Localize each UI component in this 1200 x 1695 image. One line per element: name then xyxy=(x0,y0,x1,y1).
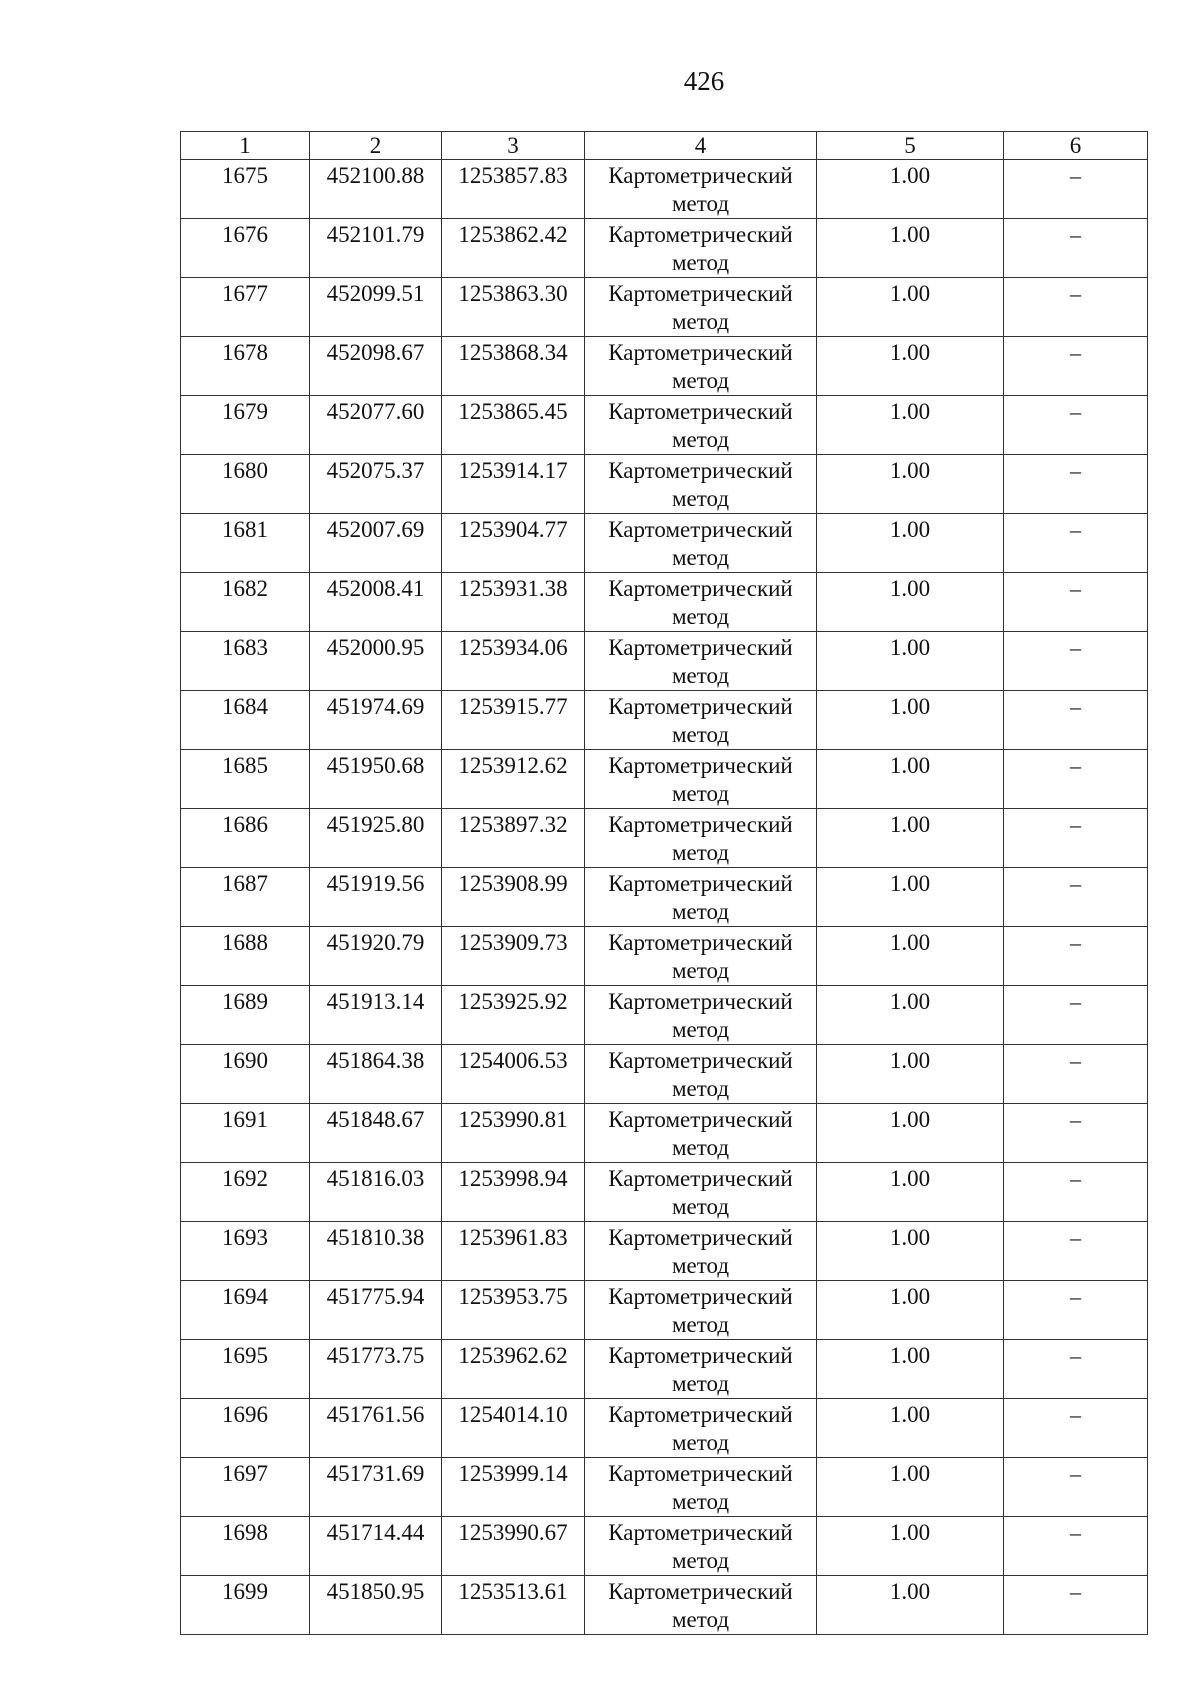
x-coordinate-cell: 451913.14 xyxy=(310,986,442,1045)
method-cell: Картометрический метод xyxy=(585,514,817,573)
accuracy-cell: 1.00 xyxy=(817,1104,1004,1163)
table-row xyxy=(181,986,1148,1045)
note-cell: – xyxy=(1004,986,1148,1045)
x-coordinate-cell: 451974.69 xyxy=(310,691,442,750)
x-coordinate-cell: 452077.60 xyxy=(310,396,442,455)
note-cell: – xyxy=(1004,1045,1148,1104)
method-cell: Картометрический метод xyxy=(585,1222,817,1281)
method-cell: Картометрический метод xyxy=(585,396,817,455)
x-coordinate-cell: 452007.69 xyxy=(310,514,442,573)
method-cell: Картометрический метод xyxy=(585,1458,817,1517)
y-coordinate-cell: 1253999.14 xyxy=(442,1458,585,1517)
header-cell-4: 4 xyxy=(585,132,817,160)
table-row xyxy=(181,278,1148,337)
note-cell: – xyxy=(1004,1340,1148,1399)
accuracy-cell: 1.00 xyxy=(817,1399,1004,1458)
accuracy-cell: 1.00 xyxy=(817,632,1004,691)
point-number-cell: 1686 xyxy=(181,809,310,868)
y-coordinate-cell: 1253863.30 xyxy=(442,278,585,337)
point-number-cell: 1694 xyxy=(181,1281,310,1340)
method-cell: Картометрический метод xyxy=(585,927,817,986)
y-coordinate-cell: 1253961.83 xyxy=(442,1222,585,1281)
point-number-cell: 1696 xyxy=(181,1399,310,1458)
y-coordinate-cell: 1253857.83 xyxy=(442,160,585,219)
header-cell-3: 3 xyxy=(442,132,585,160)
note-cell: – xyxy=(1004,1399,1148,1458)
y-coordinate-cell: 1253962.62 xyxy=(442,1340,585,1399)
point-number-cell: 1685 xyxy=(181,750,310,809)
y-coordinate-cell: 1253914.17 xyxy=(442,455,585,514)
y-coordinate-cell: 1254014.10 xyxy=(442,1399,585,1458)
y-coordinate-cell: 1254006.53 xyxy=(442,1045,585,1104)
method-cell: Картометрический метод xyxy=(585,868,817,927)
x-coordinate-cell: 451919.56 xyxy=(310,868,442,927)
x-coordinate-cell: 451850.95 xyxy=(310,1576,442,1635)
y-coordinate-cell: 1253868.34 xyxy=(442,337,585,396)
point-number-cell: 1680 xyxy=(181,455,310,514)
point-number-cell: 1678 xyxy=(181,337,310,396)
point-number-cell: 1677 xyxy=(181,278,310,337)
table-row xyxy=(181,160,1148,219)
point-number-cell: 1699 xyxy=(181,1576,310,1635)
point-number-cell: 1692 xyxy=(181,1163,310,1222)
point-number-cell: 1698 xyxy=(181,1517,310,1576)
method-cell: Картометрический метод xyxy=(585,632,817,691)
coordinates-table xyxy=(180,131,1148,1635)
table-row xyxy=(181,1399,1148,1458)
table-row xyxy=(181,868,1148,927)
note-cell: – xyxy=(1004,1281,1148,1340)
x-coordinate-cell: 452075.37 xyxy=(310,455,442,514)
accuracy-cell: 1.00 xyxy=(817,1340,1004,1399)
accuracy-cell: 1.00 xyxy=(817,809,1004,868)
header-cell-1: 1 xyxy=(181,132,310,160)
point-number-cell: 1682 xyxy=(181,573,310,632)
table-row xyxy=(181,1281,1148,1340)
note-cell: – xyxy=(1004,455,1148,514)
table-row xyxy=(181,1163,1148,1222)
note-cell: – xyxy=(1004,514,1148,573)
x-coordinate-cell: 451773.75 xyxy=(310,1340,442,1399)
method-cell: Картометрический метод xyxy=(585,1104,817,1163)
y-coordinate-cell: 1253934.06 xyxy=(442,632,585,691)
x-coordinate-cell: 451864.38 xyxy=(310,1045,442,1104)
table-row xyxy=(181,809,1148,868)
accuracy-cell: 1.00 xyxy=(817,219,1004,278)
method-cell: Картометрический метод xyxy=(585,750,817,809)
table-row xyxy=(181,455,1148,514)
y-coordinate-cell: 1253953.75 xyxy=(442,1281,585,1340)
point-number-cell: 1687 xyxy=(181,868,310,927)
table-row xyxy=(181,1045,1148,1104)
method-cell: Картометрический метод xyxy=(585,1281,817,1340)
table-row xyxy=(181,219,1148,278)
note-cell: – xyxy=(1004,1104,1148,1163)
note-cell: – xyxy=(1004,1163,1148,1222)
accuracy-cell: 1.00 xyxy=(817,337,1004,396)
table-row xyxy=(181,632,1148,691)
point-number-cell: 1676 xyxy=(181,219,310,278)
table-row xyxy=(181,1222,1148,1281)
y-coordinate-cell: 1253915.77 xyxy=(442,691,585,750)
table-row xyxy=(181,1517,1148,1576)
point-number-cell: 1688 xyxy=(181,927,310,986)
y-coordinate-cell: 1253897.32 xyxy=(442,809,585,868)
x-coordinate-cell: 451848.67 xyxy=(310,1104,442,1163)
note-cell: – xyxy=(1004,219,1148,278)
x-coordinate-cell: 451950.68 xyxy=(310,750,442,809)
note-cell: – xyxy=(1004,750,1148,809)
x-coordinate-cell: 452100.88 xyxy=(310,160,442,219)
accuracy-cell: 1.00 xyxy=(817,927,1004,986)
x-coordinate-cell: 451920.79 xyxy=(310,927,442,986)
y-coordinate-cell: 1253925.92 xyxy=(442,986,585,1045)
y-coordinate-cell: 1253908.99 xyxy=(442,868,585,927)
x-coordinate-cell: 452008.41 xyxy=(310,573,442,632)
table-row xyxy=(181,927,1148,986)
table-body xyxy=(181,160,1148,1635)
note-cell: – xyxy=(1004,927,1148,986)
header-row xyxy=(181,132,1148,160)
x-coordinate-cell: 452101.79 xyxy=(310,219,442,278)
y-coordinate-cell: 1253513.61 xyxy=(442,1576,585,1635)
header-cell-6: 6 xyxy=(1004,132,1148,160)
note-cell: – xyxy=(1004,337,1148,396)
accuracy-cell: 1.00 xyxy=(817,1163,1004,1222)
method-cell: Картометрический метод xyxy=(585,1576,817,1635)
accuracy-cell: 1.00 xyxy=(817,160,1004,219)
x-coordinate-cell: 451816.03 xyxy=(310,1163,442,1222)
note-cell: – xyxy=(1004,868,1148,927)
accuracy-cell: 1.00 xyxy=(817,514,1004,573)
method-cell: Картометрический метод xyxy=(585,160,817,219)
table-header xyxy=(181,132,1148,160)
method-cell: Картометрический метод xyxy=(585,1163,817,1222)
method-cell: Картометрический метод xyxy=(585,278,817,337)
table-row xyxy=(181,573,1148,632)
y-coordinate-cell: 1253931.38 xyxy=(442,573,585,632)
accuracy-cell: 1.00 xyxy=(817,868,1004,927)
point-number-cell: 1684 xyxy=(181,691,310,750)
method-cell: Картометрический метод xyxy=(585,573,817,632)
point-number-cell: 1689 xyxy=(181,986,310,1045)
method-cell: Картометрический метод xyxy=(585,1517,817,1576)
method-cell: Картометрический метод xyxy=(585,809,817,868)
y-coordinate-cell: 1253865.45 xyxy=(442,396,585,455)
point-number-cell: 1690 xyxy=(181,1045,310,1104)
x-coordinate-cell: 451925.80 xyxy=(310,809,442,868)
note-cell: – xyxy=(1004,1517,1148,1576)
table-row xyxy=(181,1576,1148,1635)
point-number-cell: 1681 xyxy=(181,514,310,573)
accuracy-cell: 1.00 xyxy=(817,278,1004,337)
note-cell: – xyxy=(1004,809,1148,868)
table-row xyxy=(181,750,1148,809)
note-cell: – xyxy=(1004,1576,1148,1635)
y-coordinate-cell: 1253990.81 xyxy=(442,1104,585,1163)
x-coordinate-cell: 451810.38 xyxy=(310,1222,442,1281)
method-cell: Картометрический метод xyxy=(585,691,817,750)
method-cell: Картометрический метод xyxy=(585,337,817,396)
accuracy-cell: 1.00 xyxy=(817,1458,1004,1517)
header-cell-5: 5 xyxy=(817,132,1004,160)
x-coordinate-cell: 452099.51 xyxy=(310,278,442,337)
point-number-cell: 1683 xyxy=(181,632,310,691)
accuracy-cell: 1.00 xyxy=(817,750,1004,809)
accuracy-cell: 1.00 xyxy=(817,396,1004,455)
y-coordinate-cell: 1253990.67 xyxy=(442,1517,585,1576)
note-cell: – xyxy=(1004,160,1148,219)
note-cell: – xyxy=(1004,278,1148,337)
y-coordinate-cell: 1253862.42 xyxy=(442,219,585,278)
x-coordinate-cell: 451761.56 xyxy=(310,1399,442,1458)
accuracy-cell: 1.00 xyxy=(817,1222,1004,1281)
table-row xyxy=(181,337,1148,396)
accuracy-cell: 1.00 xyxy=(817,1045,1004,1104)
point-number-cell: 1675 xyxy=(181,160,310,219)
table-row xyxy=(181,396,1148,455)
table-row xyxy=(181,1104,1148,1163)
x-coordinate-cell: 451714.44 xyxy=(310,1517,442,1576)
accuracy-cell: 1.00 xyxy=(817,573,1004,632)
method-cell: Картометрический метод xyxy=(585,455,817,514)
method-cell: Картометрический метод xyxy=(585,1045,817,1104)
header-cell-2: 2 xyxy=(310,132,442,160)
page-number: 426 xyxy=(683,66,725,96)
table-row xyxy=(181,691,1148,750)
y-coordinate-cell: 1253912.62 xyxy=(442,750,585,809)
accuracy-cell: 1.00 xyxy=(817,1576,1004,1635)
note-cell: – xyxy=(1004,396,1148,455)
method-cell: Картометрический метод xyxy=(585,1399,817,1458)
table-row xyxy=(181,514,1148,573)
y-coordinate-cell: 1253904.77 xyxy=(442,514,585,573)
method-cell: Картометрический метод xyxy=(585,1340,817,1399)
point-number-cell: 1691 xyxy=(181,1104,310,1163)
note-cell: – xyxy=(1004,691,1148,750)
point-number-cell: 1697 xyxy=(181,1458,310,1517)
method-cell: Картометрический метод xyxy=(585,219,817,278)
x-coordinate-cell: 452098.67 xyxy=(310,337,442,396)
table-row xyxy=(181,1458,1148,1517)
accuracy-cell: 1.00 xyxy=(817,455,1004,514)
x-coordinate-cell: 451731.69 xyxy=(310,1458,442,1517)
accuracy-cell: 1.00 xyxy=(817,1517,1004,1576)
x-coordinate-cell: 452000.95 xyxy=(310,632,442,691)
table-row xyxy=(181,1340,1148,1399)
y-coordinate-cell: 1253909.73 xyxy=(442,927,585,986)
accuracy-cell: 1.00 xyxy=(817,986,1004,1045)
accuracy-cell: 1.00 xyxy=(817,691,1004,750)
point-number-cell: 1693 xyxy=(181,1222,310,1281)
note-cell: – xyxy=(1004,573,1148,632)
accuracy-cell: 1.00 xyxy=(817,1281,1004,1340)
point-number-cell: 1679 xyxy=(181,396,310,455)
point-number-cell: 1695 xyxy=(181,1340,310,1399)
y-coordinate-cell: 1253998.94 xyxy=(442,1163,585,1222)
method-cell: Картометрический метод xyxy=(585,986,817,1045)
note-cell: – xyxy=(1004,1458,1148,1517)
note-cell: – xyxy=(1004,1222,1148,1281)
x-coordinate-cell: 451775.94 xyxy=(310,1281,442,1340)
note-cell: – xyxy=(1004,632,1148,691)
